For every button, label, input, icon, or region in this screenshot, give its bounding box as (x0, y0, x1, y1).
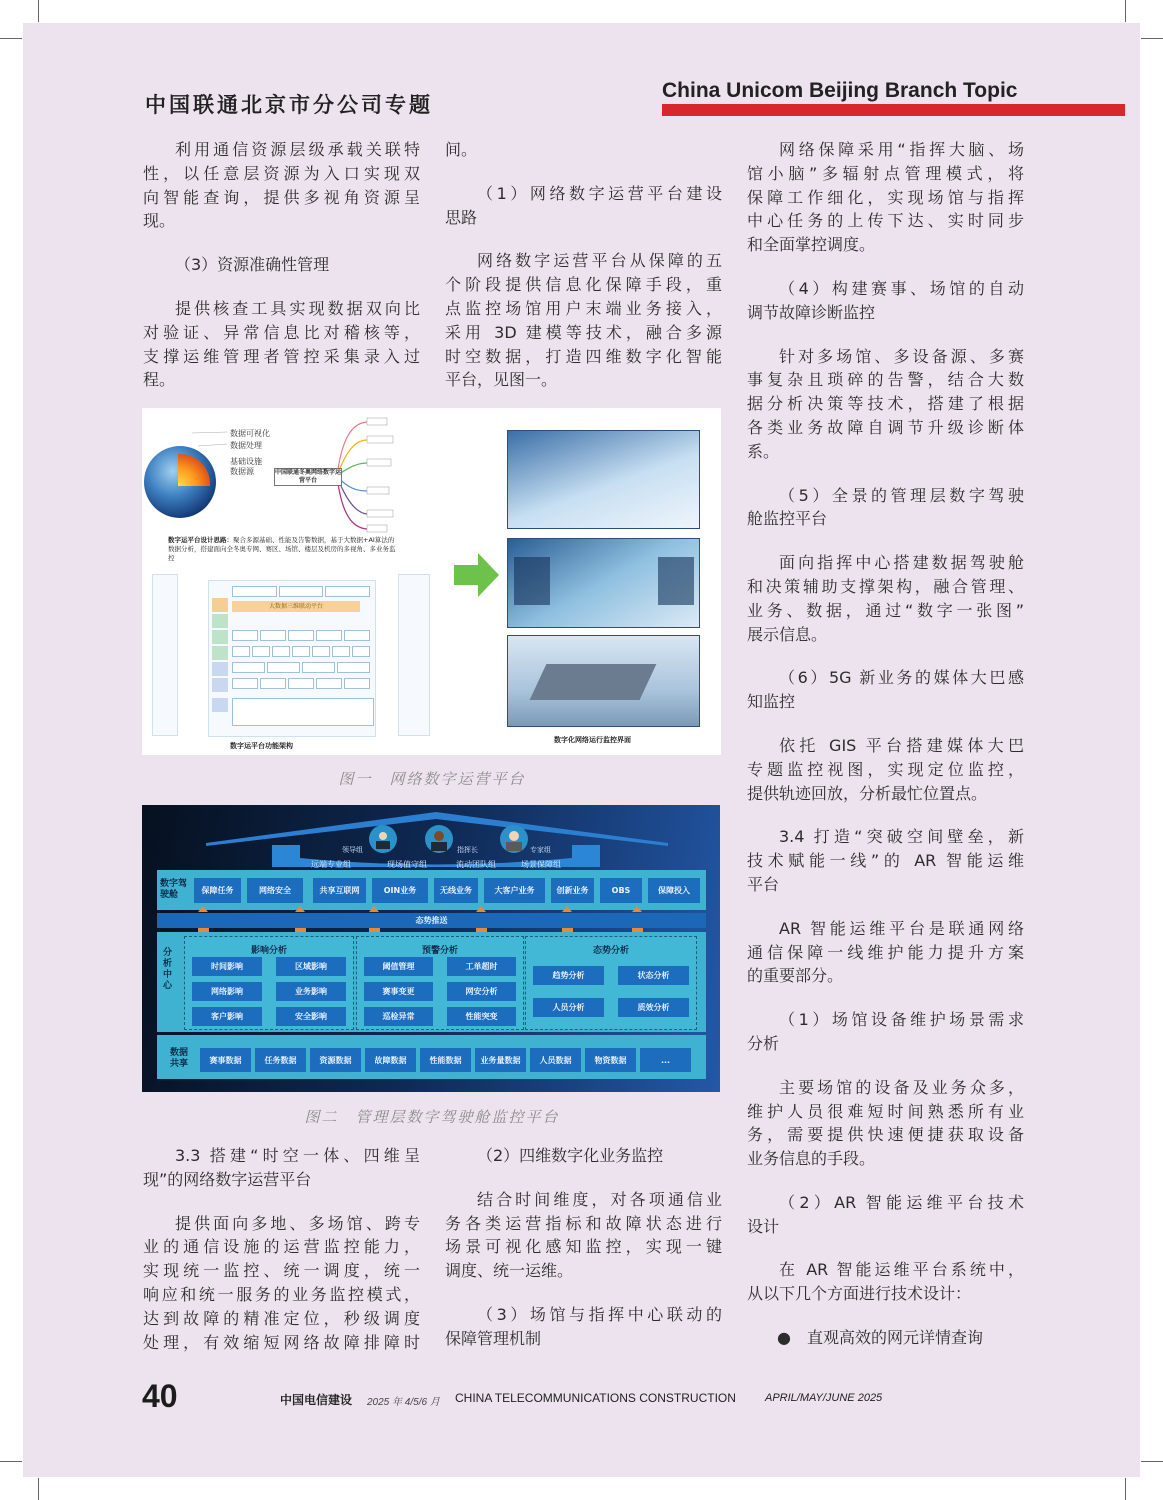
text-line: 支撑运维管理者管控采集录入过 (143, 346, 420, 366)
analysis-item: 客户影响 (192, 1007, 262, 1026)
globe-layer-label: 数据可视化 (230, 429, 270, 438)
paragraph (143, 1212, 420, 1355)
paragraph (747, 1076, 1024, 1171)
text-line: 业的通信设施的运营监控能力， (143, 1237, 420, 1257)
text-line: 保障管理机制 (445, 1328, 542, 1348)
text-line: 依托 GIS 平台搭建媒体大巴 (779, 735, 1024, 755)
text-line: 馆小脑”多辐射点管理模式，将 (747, 163, 1024, 183)
section-title-en: China Unicom Beijing Branch Topic (662, 79, 1018, 102)
cockpit-item: OIN业务 (372, 878, 428, 903)
text-line: 提供核查工具实现数据双向比 (175, 298, 420, 318)
team-label: 流动团队组 (456, 860, 496, 869)
arch-module-box (232, 586, 277, 597)
cockpit-item: 无线业务 (434, 878, 478, 903)
paragraph (747, 917, 1024, 988)
paragraph (747, 138, 1024, 257)
arch-module-box (279, 586, 324, 597)
figure-2-caption: 图二 管理层数字驾驶舱监控平台 (304, 1108, 560, 1126)
text-line: 时空数据，打造四维数字化智能 (445, 346, 722, 366)
text-line: （1）场馆设备维护场景需求 (779, 1010, 1024, 1030)
text-line: 网络保障采用“指挥大脑、场 (779, 140, 1024, 159)
analysis-item: 业务影响 (276, 982, 346, 1001)
mindmap-center-node: 中国联通冬奥网络数字运营平台 (274, 468, 342, 486)
data-item: 赛事数据 (200, 1048, 251, 1072)
text-line: 知监控 (747, 692, 796, 712)
text-line: 向智能查询，提供多视角资源呈 (143, 187, 420, 207)
text-line: 性，以任意层资源为入口实现双 (143, 163, 420, 183)
paragraph (747, 551, 1024, 646)
analysis-label: 分析中心 (163, 948, 173, 991)
text-line: （4）构建赛事、场馆的自动 (779, 278, 1024, 298)
text-line: 现。 (143, 211, 176, 231)
arch-left-panel (152, 574, 178, 736)
paragraph (445, 138, 722, 162)
paragraph (143, 138, 420, 233)
arch-module-box (344, 630, 370, 641)
monitor-screenshot-1 (507, 430, 700, 529)
arch-module-box (337, 662, 370, 673)
text-line: 现”的网络数字运营平台 (143, 1169, 312, 1189)
team-label: 现场值守组 (387, 860, 427, 869)
text-line: 平台 (747, 874, 780, 894)
text-line: 据分析决策等技术，搭建了根据 (747, 394, 1024, 414)
text-line: 网络数字运营平台从保障的五 (477, 251, 722, 271)
text-line: 的重要部分。 (747, 966, 844, 986)
analysis-group-title: 预警分析 (421, 946, 458, 956)
crop-mark (38, 0, 39, 22)
up-arrow-icon (295, 906, 305, 912)
issue-date-cn: 2025 年 4/5/6 月 (367, 1397, 440, 1408)
crop-mark (0, 38, 22, 39)
arch-module-box (344, 678, 370, 689)
text-line: 3.4 打造“突破空间壁垒，新 (779, 827, 1024, 847)
role-label: 指挥长 (457, 846, 478, 854)
monitor-screenshot-3 (507, 635, 700, 727)
paragraph (747, 734, 1024, 805)
text-line: 结合时间维度，对各项通信业 (477, 1189, 722, 1209)
column-3 (747, 138, 1024, 1370)
text-line: 间。 (445, 140, 478, 159)
analysis-item: 网络影响 (192, 982, 262, 1001)
analysis-item: 状态分析 (618, 966, 689, 985)
text-line: 业务信息的手段。 (747, 1149, 876, 1169)
analysis-item: 安全影响 (276, 1007, 346, 1026)
arch-layer-tag (212, 662, 228, 676)
cockpit-item: 网络安全 (247, 878, 303, 903)
text-line: 专题监控视图，实现定位监控， (747, 759, 1024, 779)
text-line: 场景可视化感知监控，实现一键 (445, 1237, 722, 1257)
crop-mark (1125, 0, 1126, 22)
text-line: （6）5G 新业务的媒体大巴感 (779, 668, 1024, 688)
text-line: 分析 (747, 1033, 780, 1053)
text-line: （2）四维数字化业务监控 (477, 1146, 664, 1165)
text-line: 保障工作细化，实现场馆与指挥 (747, 187, 1024, 207)
text-line: 平台，见图一。 (445, 370, 558, 390)
arch-module-box (352, 646, 370, 657)
column-1-top (143, 138, 420, 412)
text-line: 提供轨迹回放，分析最忙位置点。 (747, 783, 988, 803)
arch-module-box (260, 630, 286, 641)
text-line: 中心任务的上传下达、实时同步 (747, 211, 1024, 231)
text-line: 响应和统一服务的业务监控模式， (143, 1284, 420, 1304)
analysis-group-title: 态势分析 (592, 946, 629, 956)
text-line: 展示信息。 (747, 624, 828, 644)
analysis-item: 巡检异常 (364, 1007, 433, 1026)
data-item: ... (640, 1048, 691, 1072)
column-1-bottom (143, 1144, 420, 1374)
arch-right-panel (398, 574, 430, 736)
arch-module-box (272, 646, 290, 657)
up-arrow-icon (369, 906, 379, 912)
arch-caption: 数字运平台功能架构 (230, 742, 293, 750)
crop-mark (38, 1478, 39, 1500)
analysis-item: 赛事变更 (364, 982, 433, 1001)
paragraph (747, 1258, 1024, 1306)
analysis-item: 趋势分析 (533, 966, 604, 985)
cockpit-item: OBS (600, 878, 642, 903)
paragraph (143, 1144, 420, 1192)
text-line: 从以下几个方面进行技术设计： (747, 1284, 972, 1304)
crop-mark (1141, 1461, 1163, 1462)
issue-date-en: APRIL/MAY/JUNE 2025 (765, 1392, 883, 1404)
paragraph (747, 345, 1024, 464)
data-share-label: 数据共享 (170, 1048, 189, 1069)
text-line: （3）资源准确性管理 (175, 255, 330, 275)
arch-module-box (232, 630, 258, 641)
text-line: 3.3 搭建“时空一体、四维呈 (175, 1146, 420, 1165)
text-line: 利用通信资源层级承载关联特 (175, 140, 420, 159)
up-arrow-icon (562, 906, 572, 912)
text-line: 通信保障一线维护能力提升方案 (747, 942, 1024, 962)
arch-layer-tag (212, 698, 228, 712)
team-label: 场景保障组 (521, 860, 561, 869)
paragraph (143, 297, 420, 392)
text-line: 务，需要提供快速便捷获取设备 (747, 1125, 1024, 1145)
arch-layer-tag (212, 630, 228, 644)
arch-module-box (316, 678, 342, 689)
text-line: 对验证、异常信息比对稽核等， (143, 322, 420, 342)
text-line: 舱监控平台 (747, 509, 828, 529)
arch-module-box (325, 586, 370, 597)
analysis-item: 阈值管理 (364, 957, 433, 976)
paragraph (747, 666, 1024, 714)
text-line: 各类业务故障自调节升级诊断体 (747, 417, 1024, 437)
cockpit-item: 保障任务 (194, 878, 241, 903)
text-line: 在 AR 智能运维平台系统中， (779, 1260, 1024, 1280)
up-arrow-icon (198, 906, 208, 912)
text-line: （2）AR 智能运维平台技术 (779, 1192, 1024, 1212)
analysis-item: 网安分析 (447, 982, 516, 1001)
arch-layer-tag (212, 678, 228, 692)
paragraph (747, 1326, 1024, 1350)
text-line: （3）场馆与指挥中心联动的 (477, 1304, 722, 1324)
arch-module-box (312, 646, 330, 657)
up-arrow-icon (632, 906, 642, 912)
arch-module-box (260, 678, 286, 689)
figure-2 (142, 805, 720, 1092)
analysis-item: 时间影响 (192, 957, 262, 976)
cockpit-item: 保障投入 (648, 878, 700, 903)
column-2-bottom (445, 1144, 722, 1371)
text-line: 实现统一监控、统一调度，统一 (143, 1261, 420, 1281)
arch-module-box (252, 646, 270, 657)
arch-module-box (302, 662, 335, 673)
journal-name-cn: 中国电信建设 (280, 1393, 353, 1407)
data-item: 资源数据 (310, 1048, 361, 1072)
text-line: 思路 (445, 207, 478, 227)
text-line: 程。 (143, 370, 176, 390)
text-line: 务各类运营指标和故障状态进行 (445, 1213, 722, 1233)
paragraph (445, 1303, 722, 1351)
paragraph (445, 1144, 722, 1168)
analysis-item: 质效分析 (618, 998, 689, 1017)
journal-name-en: CHINA TELECOMMUNICATIONS CONSTRUCTION (455, 1391, 736, 1405)
analysis-item: 区域影响 (276, 957, 346, 976)
green-arrow-icon (452, 550, 502, 600)
text-line: AR 智能运维平台是联通网络 (779, 918, 1024, 938)
data-item: 任务数据 (255, 1048, 306, 1072)
data-item: 故障数据 (365, 1048, 416, 1072)
text-line: 提供面向多地、多场馆、跨专 (175, 1213, 420, 1233)
analysis-item: 人员分析 (533, 998, 604, 1017)
paragraph (143, 253, 420, 277)
figure-1 (142, 408, 721, 755)
paragraph (445, 249, 722, 392)
arch-module-box (288, 630, 314, 641)
arch-module-box (232, 678, 258, 689)
analysis-group-title: 影响分析 (250, 946, 287, 956)
paragraph (747, 1191, 1024, 1239)
analysis-item: 工单超时 (447, 957, 516, 976)
paragraph (747, 1008, 1024, 1056)
globe-layer-label: 数据处理 (230, 441, 262, 450)
design-note (168, 536, 398, 563)
text-line: 采用 3D 建模等技术，融合多源 (445, 322, 722, 342)
globe-layer-label: 数据源 (230, 467, 254, 476)
monitor-screenshot-2 (507, 538, 700, 628)
text-line: 调度、统一运维。 (445, 1261, 574, 1281)
arch-module-box (332, 646, 350, 657)
data-item: 人员数据 (530, 1048, 581, 1072)
text-line: 技术赋能一线”的 AR 智能运维 (747, 851, 1024, 871)
arch-module-box (232, 646, 250, 657)
up-arrow-icon (476, 906, 486, 912)
arch-module-box (288, 678, 314, 689)
text-line: 和决策辅助支撑架构，融合管理、 (747, 576, 1024, 596)
paragraph (747, 825, 1024, 896)
text-line: 和全面掌控调度。 (747, 235, 876, 255)
text-line: 处理，有效缩短网络故障排障时 (143, 1332, 420, 1352)
header-accent-bar (662, 104, 1125, 116)
design-note-title: 数字运平台设计思路： (168, 536, 233, 544)
crop-mark (1125, 1478, 1126, 1500)
arch-module-box (292, 646, 310, 657)
design-note-text: 聚合多源基础、性能及告警数据，基于大数据+AI算法的数据分析，搭建面向全冬奥专网、赛区、场馆、楼层及机房的多视角、多业务监控 (168, 536, 396, 562)
analysis-item: 性能突变 (447, 1007, 516, 1026)
screens-caption: 数字化网络运行监控界面 (554, 736, 631, 744)
data-item: 性能数据 (420, 1048, 471, 1072)
text-line: 调节故障诊断监控 (747, 302, 876, 322)
text-line: 事复杂且琐碎的告警，结合大数 (747, 370, 1024, 390)
globe-layer-label: 基础设施 (230, 457, 262, 466)
text-line: ● 直观高效的网元详情查询 (777, 1328, 983, 1348)
arch-platform-label: 大数据三维联动平台 (232, 601, 360, 612)
crop-mark (1141, 38, 1163, 39)
role-label: 专家组 (530, 846, 551, 854)
paragraph (445, 182, 722, 230)
cockpit-item: 大客户业务 (484, 878, 545, 903)
text-line: 达到故障的精准定位，秒级调度 (143, 1308, 420, 1328)
arch-layer-tag (212, 646, 228, 660)
text-line: 业务、数据，通过“数字一张图” (747, 600, 1024, 620)
roof-diagram (142, 805, 720, 875)
paragraph (445, 1188, 722, 1283)
arch-module-box (232, 698, 374, 726)
paragraph (747, 277, 1024, 325)
text-line: 主要场馆的设备及业务众多， (779, 1077, 1024, 1097)
cockpit-item: 共享互联网 (313, 878, 366, 903)
arch-module-box (316, 630, 342, 641)
text-line: 面向指挥中心搭建数据驾驶舱 (779, 553, 1024, 573)
page-number: 40 (142, 1378, 178, 1414)
data-item: 物资数据 (585, 1048, 636, 1072)
push-band: 态势推送 (157, 913, 706, 928)
role-label: 领导组 (342, 846, 363, 854)
text-line: 系。 (747, 441, 780, 461)
text-line: 针对多场馆、多设备源、多赛 (779, 346, 1024, 366)
column-2-top (445, 138, 722, 412)
text-line: 点监控场馆用户末端业务接入， (445, 298, 722, 318)
figure-1-caption: 图一 网络数字运营平台 (338, 770, 526, 788)
text-line: 个阶段提供信息化保障手段，重 (445, 275, 722, 295)
crop-mark (0, 1461, 22, 1462)
cockpit-label: 数字驾驶舱 (160, 879, 188, 900)
arch-module-box (267, 662, 300, 673)
data-item: 业务量数据 (475, 1048, 526, 1072)
text-line: （1）网络数字运营平台建设 (477, 183, 722, 203)
text-line: 维护人员很难短时间熟悉所有业 (747, 1101, 1024, 1121)
cockpit-item: 创新业务 (551, 878, 594, 903)
section-title-cn: 中国联通北京市分公司专题 (145, 93, 433, 117)
paragraph (747, 484, 1024, 532)
text-line: 设计 (747, 1216, 780, 1236)
team-label: 远端专业组 (311, 860, 351, 869)
arch-layer-tag (212, 614, 228, 628)
arch-module-box (232, 662, 265, 673)
text-line: （5）全景的管理层数字驾驶 (779, 485, 1024, 505)
arch-layer-tag (212, 598, 228, 612)
